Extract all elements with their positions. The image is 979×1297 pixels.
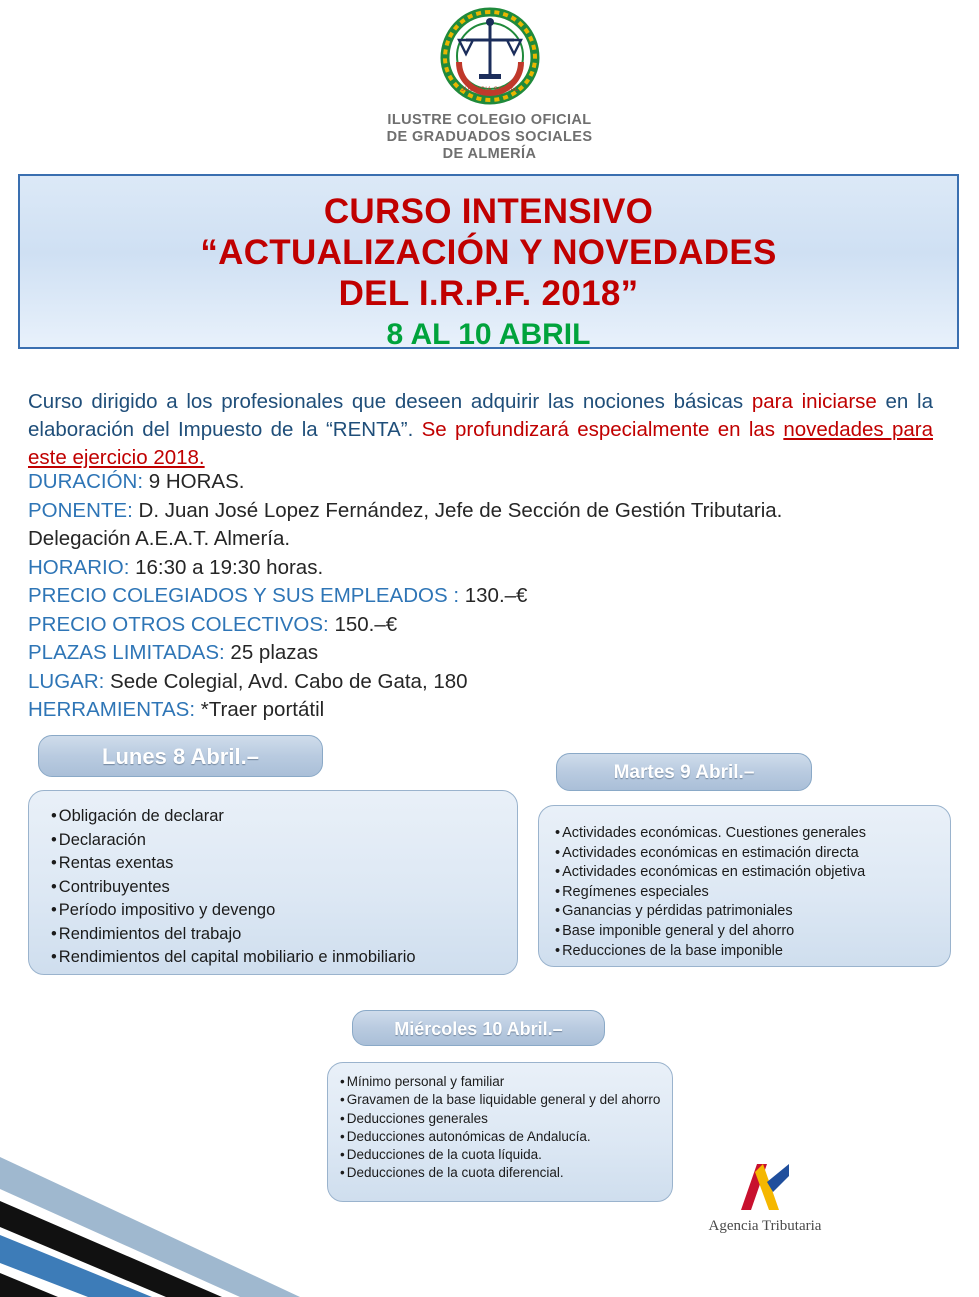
list-item: • Gravamen de la base liquidable general y del ahorro [340, 1091, 672, 1109]
organization-line-1: ILUSTRE COLEGIO OFICIAL [387, 112, 592, 128]
detail-row-ponente-cont [28, 525, 933, 554]
detail-sep: : [137, 470, 149, 493]
topic-list [555, 824, 950, 961]
detail-row-plazas [28, 639, 933, 668]
list-item: • Período impositivo y devengo [51, 899, 517, 923]
day-header-lunes: Lunes 8 Abril.– [38, 735, 323, 777]
detail-value: 130.–€ [464, 584, 528, 607]
description-part-3: en la elaboración del Impuesto de la “RENTA”. [28, 389, 934, 441]
detail-label: LUGAR [28, 669, 99, 693]
detail-label: PRECIO OTROS COLECTIVOS [28, 612, 324, 636]
header-logo-block [0, 6, 979, 163]
agencia-tributaria-label: Agencia Tributaria [708, 1218, 822, 1234]
list-item: • Ganancias y pérdidas patrimoniales [555, 902, 950, 922]
course-dates: 8 AL 10 ABRIL [386, 318, 591, 351]
detail-value: 16:30 a 19:30 horas. [135, 555, 324, 579]
list-item: • Mínimo personal y familiar [340, 1073, 672, 1091]
detail-label: PONENTE [28, 498, 128, 522]
detail-value: 150.–€ [334, 612, 398, 636]
colegio-crest-icon [435, 6, 545, 106]
detail-row-precio-colegiados [28, 582, 933, 611]
list-item: • Actividades económicas. Cuestiones generales [555, 824, 950, 844]
list-item: • Actividades económicas en estimación objetiva [555, 863, 950, 883]
list-item: • Deducciones de la cuota líquida. [340, 1146, 672, 1164]
detail-label: PLAZAS LIMITADAS [28, 641, 220, 664]
detail-value: 25 plazas [230, 641, 319, 664]
detail-sep: : [219, 641, 231, 664]
detail-label: HERRAMIENTAS [28, 698, 190, 721]
detail-sep: : [123, 555, 136, 579]
detail-value: *Traer portátil [200, 698, 325, 721]
day-topics-martes [538, 805, 951, 967]
detail-sep: : [127, 498, 139, 522]
list-item: • Rendimientos del capital mobiliario e inmobiliario [51, 946, 517, 970]
detail-value: Delegación A.E.A.T. Almería. [28, 527, 291, 550]
detail-sep: : [453, 584, 465, 607]
list-item: • Obligación de declarar [51, 805, 517, 829]
list-item: • Contribuyentes [51, 876, 517, 900]
course-title-line-3: DEL I.R.P.F. 2018” [338, 274, 639, 313]
detail-row-precio-otros [28, 611, 933, 640]
organization-line-2: DE GRADUADOS SOCIALES [386, 129, 593, 145]
list-item: • Rentas exentas [51, 852, 517, 876]
detail-row-lugar [28, 668, 933, 697]
organization-line-3: DE ALMERÍA [442, 146, 537, 162]
list-item: • Deducciones de la cuota diferencial. [340, 1164, 672, 1182]
detail-sep: : [189, 698, 201, 721]
organization-name [0, 112, 979, 163]
topic-list [51, 805, 517, 970]
detail-row-herramientas [28, 696, 933, 725]
detail-row-duracion [28, 468, 933, 497]
course-description [28, 388, 933, 472]
detail-value: 9 HORAS. [148, 470, 245, 493]
description-part-5: novedades para este ejercicio 2018. [28, 417, 933, 469]
list-item: • Deducciones generales [340, 1110, 672, 1128]
detail-label: HORARIO [28, 555, 124, 579]
corner-decoration [0, 1077, 560, 1297]
detail-label: PRECIO COLEGIADOS Y SUS EMPLEADOS [28, 584, 454, 607]
list-item: • Declaración [51, 829, 517, 853]
list-item: • Actividades económicas en estimación directa [555, 844, 950, 864]
course-title-line-1: CURSO INTENSIVO [323, 192, 654, 231]
course-title [20, 176, 957, 314]
day-header-martes: Martes 9 Abril.– [556, 753, 812, 791]
agencia-tributaria-logo [700, 1160, 830, 1235]
description-part-4: Se profundizará especialmente en las [421, 417, 784, 441]
day-header-miercoles: Miércoles 10 Abril.– [352, 1010, 605, 1046]
detail-value: Sede Colegial, Avd. Cabo de Gata, 180 [110, 669, 468, 693]
detail-label: DURACIÓN [28, 470, 138, 493]
svg-text:JUSTICIA SOCIAL: JUSTICIA SOCIAL [460, 87, 519, 93]
detail-sep: : [98, 669, 111, 693]
list-item: • Base imponible general y del ahorro [555, 922, 950, 942]
list-item: • Regímenes especiales [555, 883, 950, 903]
list-item: • Rendimientos del trabajo [51, 923, 517, 947]
detail-row-horario [28, 554, 933, 583]
agencia-tributaria-icon [733, 1160, 797, 1214]
list-item: • Reducciones de la base imponible [555, 942, 950, 962]
detail-value: D. Juan José Lopez Fernández, Jefe de Sección de Gestión Tributaria. [138, 498, 783, 522]
detail-row-ponente [28, 497, 933, 526]
description-part-1: Curso dirigido a los profesionales que deseen adquirir las nociones básicas [28, 389, 752, 413]
course-details-list [28, 468, 933, 725]
day-topics-lunes [28, 790, 518, 975]
list-item: • Deducciones autonómicas de Andalucía. [340, 1128, 672, 1146]
description-part-2: para iniciarse [751, 389, 877, 413]
course-title-box [18, 174, 959, 349]
course-title-line-2: “ACTUALIZACIÓN Y NOVEDADES [200, 233, 777, 272]
detail-sep: : [323, 612, 335, 636]
